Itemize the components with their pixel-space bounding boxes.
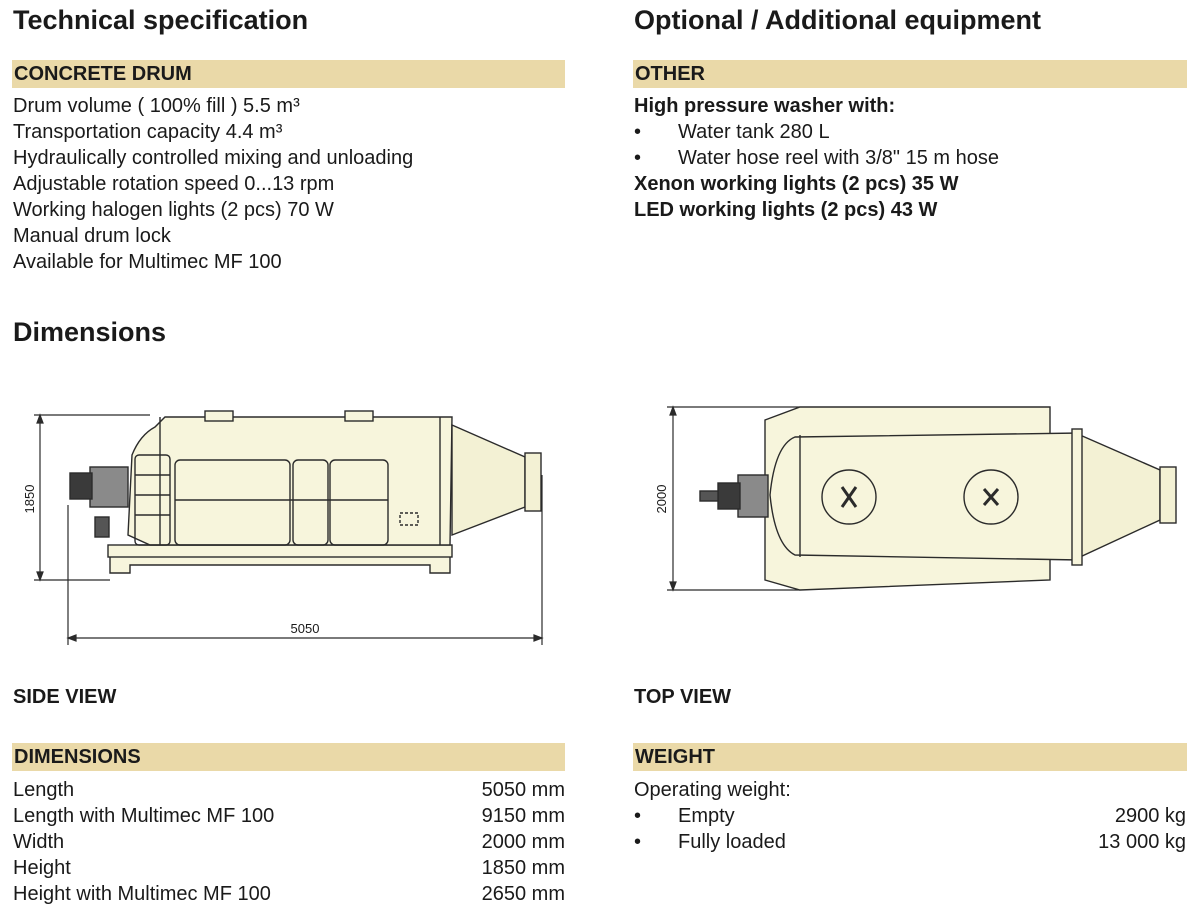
top-view-drawing bbox=[600, 395, 1200, 610]
weight-intro-row bbox=[634, 777, 1186, 803]
concrete-drum-band: CONCRETE DRUM bbox=[12, 60, 565, 88]
row-label bbox=[634, 803, 735, 829]
led-lights: LED working lights (2 pcs) 43 W bbox=[634, 199, 938, 221]
weight-band: WEIGHT bbox=[633, 743, 1187, 771]
row-label: Height with Multimec MF 100 bbox=[13, 883, 271, 905]
bullet-glyph: • bbox=[634, 805, 642, 827]
side-mixer-body bbox=[70, 411, 541, 573]
washer-item bbox=[634, 119, 999, 145]
bullet-glyph: • bbox=[634, 147, 642, 169]
row-label: Width bbox=[13, 831, 65, 853]
bullet-glyph: • bbox=[634, 121, 642, 143]
top-view-caption: TOP VIEW bbox=[634, 686, 732, 708]
row-label bbox=[634, 829, 786, 855]
top-width-label: 2000 bbox=[654, 484, 669, 514]
concrete-drum-list bbox=[13, 93, 413, 275]
row-value: 5050 mm bbox=[481, 779, 565, 801]
side-height-label: 1850 bbox=[22, 484, 37, 514]
xenon-lights: Xenon working lights (2 pcs) 35 W bbox=[634, 173, 959, 195]
table-row bbox=[634, 803, 1186, 829]
washer-item-text: Water hose reel with 3/8" 15 m hose bbox=[678, 147, 999, 169]
row-value: 2000 mm bbox=[481, 831, 565, 853]
spec-line: Drum volume ( 100% fill ) 5.5 m³ bbox=[13, 95, 300, 117]
row-label: Length with Multimec MF 100 bbox=[13, 805, 275, 827]
table-row bbox=[13, 881, 565, 907]
weight-intro: Operating weight: bbox=[634, 779, 791, 801]
side-view-caption: SIDE VIEW bbox=[13, 686, 117, 708]
table-row bbox=[13, 803, 565, 829]
washer-title: High pressure washer with: bbox=[634, 95, 896, 117]
dimensions-band: DIMENSIONS bbox=[12, 743, 565, 771]
spec-line: Adjustable rotation speed 0...13 rpm bbox=[13, 173, 335, 195]
spec-line: Hydraulically controlled mixing and unloading bbox=[13, 147, 414, 169]
other-list bbox=[634, 93, 999, 223]
row-value: 2900 kg bbox=[1114, 805, 1186, 827]
row-value: 13 000 kg bbox=[1098, 831, 1186, 853]
table-row bbox=[13, 777, 565, 803]
dimensions-heading: Dimensions bbox=[13, 317, 167, 347]
row-value: 1850 mm bbox=[481, 857, 565, 879]
dimensions-table bbox=[13, 777, 565, 907]
weight-table bbox=[634, 777, 1186, 857]
row-label-text: Fully loaded bbox=[678, 831, 786, 853]
other-band: OTHER bbox=[633, 60, 1187, 88]
table-row bbox=[634, 829, 1186, 855]
row-label-text: Empty bbox=[678, 805, 735, 827]
side-view-drawing bbox=[0, 395, 600, 655]
washer-item-text: Water tank 280 L bbox=[678, 121, 830, 143]
bullet-glyph: • bbox=[634, 831, 642, 853]
row-value: 2650 mm bbox=[481, 883, 565, 905]
top-mixer-body bbox=[700, 407, 1176, 590]
washer-item bbox=[634, 145, 999, 171]
row-value: 9150 mm bbox=[481, 805, 565, 827]
optional-heading: Optional / Additional equipment bbox=[634, 5, 1041, 35]
row-label: Height bbox=[13, 857, 71, 879]
spec-line: Transportation capacity 4.4 m³ bbox=[13, 121, 283, 143]
spec-line: Available for Multimec MF 100 bbox=[13, 251, 282, 273]
table-row bbox=[13, 829, 565, 855]
side-length-label: 5050 bbox=[290, 621, 320, 636]
spec-line: Manual drum lock bbox=[13, 225, 171, 247]
tech-spec-heading: Technical specification bbox=[13, 5, 309, 35]
spec-line: Working halogen lights (2 pcs) 70 W bbox=[13, 199, 334, 221]
table-row bbox=[13, 855, 565, 881]
row-label: Length bbox=[13, 779, 75, 801]
